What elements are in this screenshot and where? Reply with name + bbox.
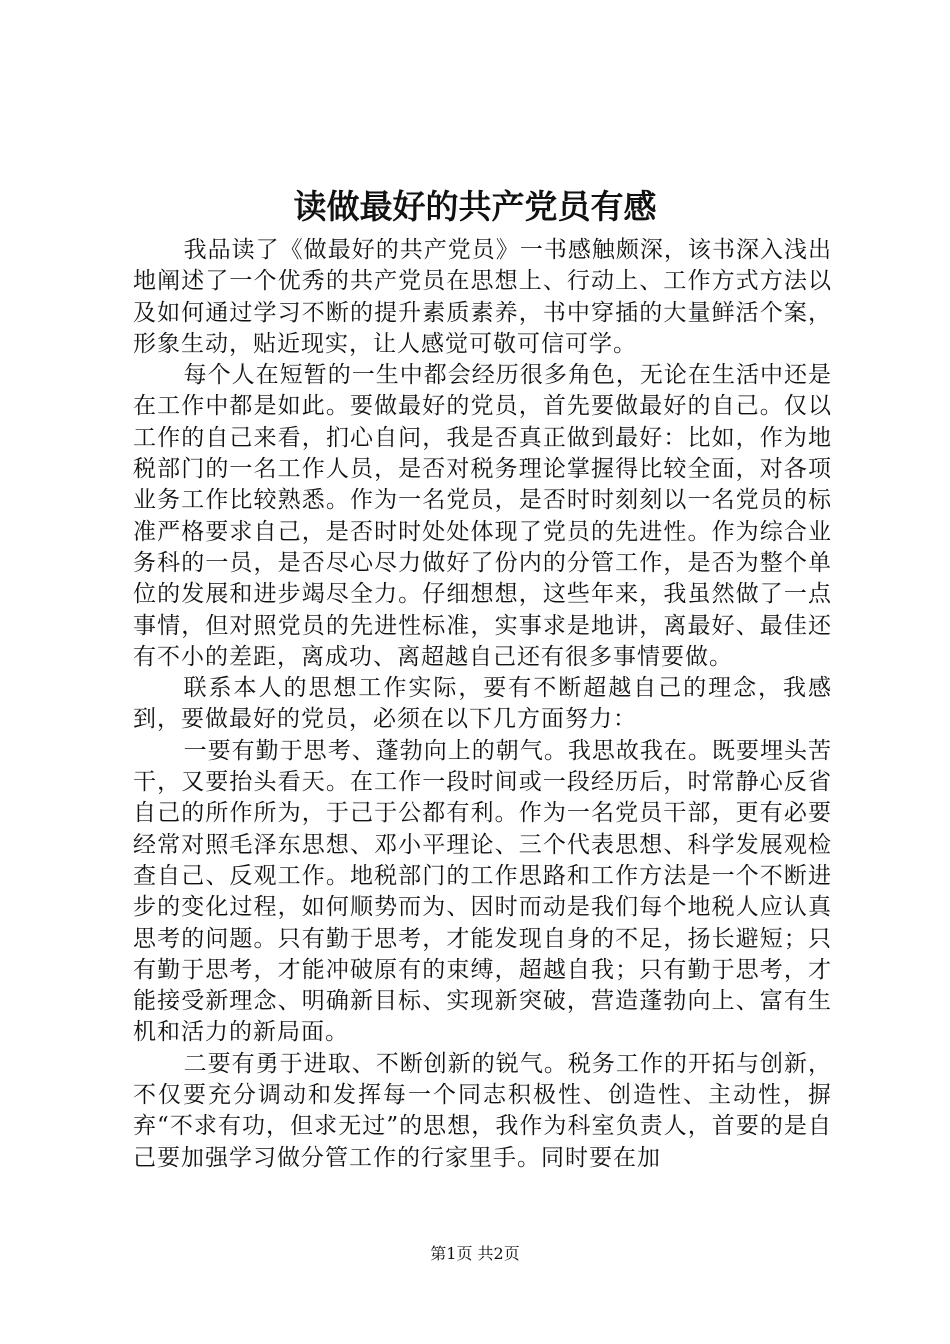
document-title: 读做最好的共产党员有感 <box>293 187 657 226</box>
paragraph-2: 每个人在短暂的一生中都会经历很多角色，无论在生活中还是在工作中都是如此。要做最好的党员，首先要做最好的自己。仅以工作的自己来看，扪心自问，我是否真正做到最好：比如，作为地税部门的一名工作人员，是否对税务理论掌握得比较全面，对各项业务工作比较熟悉。作为一名党员，是否时时刻刻以一名党员的标准严格要求自己，是否时时处处体现了党员的先进性。作为综合业务科的一员，是否尽心尽力做好了份内的分管工作，是否为整个单位的发展和进步竭尽全力。仔细想想，这些年来，我虽然做了一点事情，但对照党员的先进性标准，实事求是地讲，离最好、最佳还有不小的差距，离成功、离超越自己还有很多事情要做。 <box>133 362 832 670</box>
page-number-footer: 第1页 共2页 <box>430 1244 520 1263</box>
document-body <box>133 235 832 1174</box>
paragraph-3: 联系本人的思想工作实际，要有不断超越自己的理念，我感到，要做最好的党员，必须在以下几方面努力： <box>133 675 832 733</box>
paragraph-5: 二要有勇于进取、不断创新的锐气。税务工作的开拓与创新，不仅要充分调动和发挥每一个同志积极性、创造性、主动性，摒弃“不求有功，但求无过”的思想，我作为科室负责人，首要的是自己要加强学习做分管工作的行家里手。同时要在加 <box>133 1050 832 1171</box>
paragraph-1: 我品读了《做最好的共产党员》一书感触颇深，该书深入浅出地阐述了一个优秀的共产党员在思想上、行动上、工作方式方法以及如何通过学习不断的提升素质素养，书中穿插的大量鲜活个案，形象生动，贴近现实，让人感觉可敬可信可学。 <box>133 237 832 357</box>
paragraph-4: 一要有勤于思考、蓬勃向上的朝气。我思故我在。既要埋头苦干，又要抬头看天。在工作一段时间或一段经历后，时常静心反省自己的所作所为，于己于公都有利。作为一名党员干部，更有必要经常对照毛泽东思想、邓小平理论、三个代表思想、科学发展观检查自己、反观工作。地税部门的工作思路和工作方法是一个不断进步的变化过程，如何顺势而为、因时而动是我们每个地税人应认真思考的问题。只有勤于思考，才能发现自身的不足，扬长避短；只有勤于思考，才能冲破原有的束缚，超越自我；只有勤于思考，才能接受新理念、明确新目标、实现新突破，营造蓬勃向上、富有生机和活力的新局面。 <box>133 737 832 1046</box>
